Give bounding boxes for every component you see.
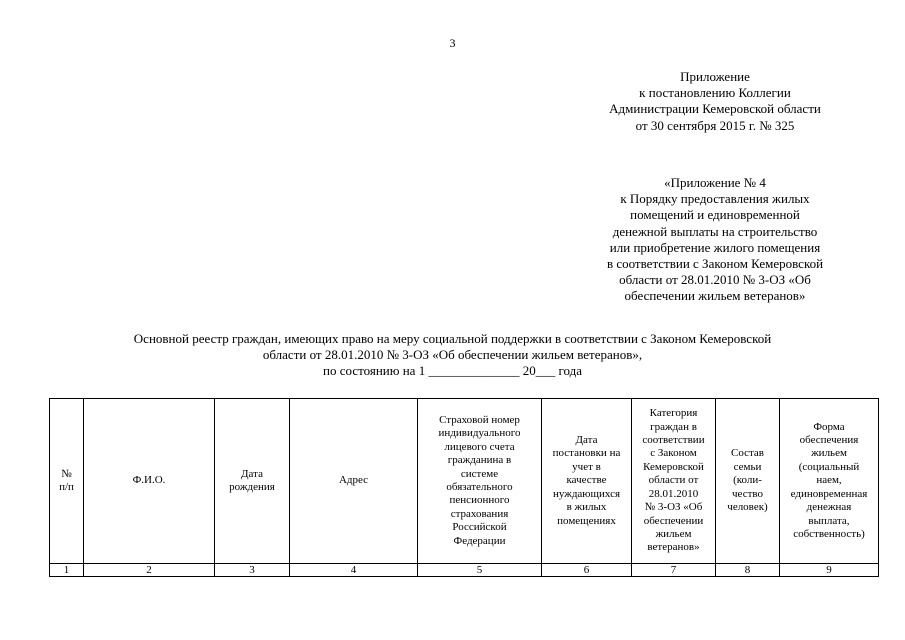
header-cell-address: Адрес [290, 399, 418, 564]
annex-4-line: области от 28.01.2010 № 3-ОЗ «Об [619, 272, 811, 288]
annex-4-line: «Приложение № 4 [664, 175, 766, 190]
column-number-cell: 7 [632, 564, 716, 577]
table-header-row [50, 399, 879, 564]
registry-title-line: по состоянию на 1 ______________ 20___ года [323, 363, 582, 379]
annex-4-line: или приобретение жилого помещения [609, 239, 821, 255]
column-number-cell: 9 [780, 564, 879, 577]
column-number-cell: 4 [290, 564, 418, 577]
annex-4-block [560, 175, 870, 305]
header-cell-housing-form: Форма обеспечения жильем (социальный наем, единовременная денежная выплата, собственность) [780, 399, 879, 564]
annex-header-line: Приложение [680, 69, 750, 84]
header-cell-category: Категория граждан в соответствии с Законом Кемеровской области от 28.01.2010 № 3-ОЗ «Об обеспечении жильем ветеранов» [632, 399, 716, 564]
page-number: 3 [449, 36, 456, 50]
annex-4-line: к Порядку предоставления жилых [620, 191, 810, 207]
column-numbers-row [50, 564, 879, 577]
registry-title-line: Основной реестр граждан, имеющих право на меру социальной поддержки в соответствии с Законом Кемеровской [133, 331, 772, 346]
header-cell-insurance-number: Страховой номер индивидуального лицевого счета гражданина в системе обязательного пенсионного страхования Российской Федерации [418, 399, 542, 564]
registry-title-line: области от 28.01.2010 № 3-ОЗ «Об обеспечении жильем ветеранов», [262, 347, 643, 363]
column-number-cell: 6 [542, 564, 632, 577]
annex-header-line: к постановлению Коллегии [639, 85, 791, 101]
header-cell-number: № п/п [50, 399, 84, 564]
annex-header-block [560, 69, 870, 134]
annex-4-line: помещений и единовременной [630, 207, 800, 223]
column-number-cell: 3 [215, 564, 290, 577]
annex-header-line: от 30 сентября 2015 г. № 325 [635, 117, 795, 133]
column-number-cell: 2 [84, 564, 215, 577]
annex-header-line: Администрации Кемеровской области [609, 101, 821, 117]
annex-4-line: обеспечении жильем ветеранов» [624, 288, 806, 304]
column-number-cell: 1 [50, 564, 84, 577]
column-number-cell: 5 [418, 564, 542, 577]
header-cell-birthdate: Дата рождения [215, 399, 290, 564]
header-cell-family-size: Состав семьи (коли- чество человек) [716, 399, 780, 564]
header-cell-fullname: Ф.И.О. [84, 399, 215, 564]
annex-4-line: в соответствии с Законом Кемеровской [606, 256, 824, 272]
header-cell-registration-date: Дата постановки на учет в качестве нуждающихся в жилых помещениях [542, 399, 632, 564]
registry-title [40, 331, 865, 380]
annex-4-line: денежной выплаты на строительство [612, 223, 818, 239]
registry-table [49, 398, 879, 577]
column-number-cell: 8 [716, 564, 780, 577]
